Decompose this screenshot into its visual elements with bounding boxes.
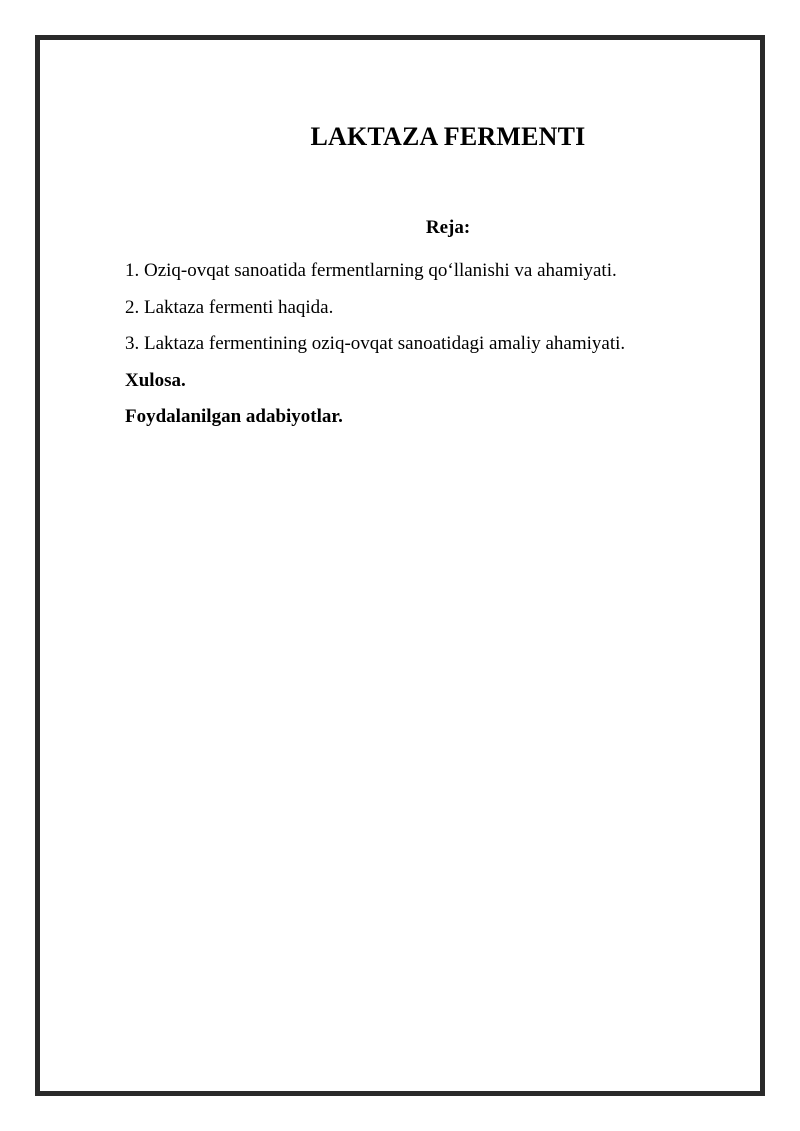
page-frame [35,35,765,1096]
plan-heading: Reja: [425,217,471,238]
plan-item-2: 2. Laktaza fermenti haqida. [125,296,334,318]
plan-item-3: 3. Laktaza fermentining oziq-ovqat sanoatidagi amaliy ahamiyati. [125,333,626,354]
plan-item-1: 1. Oziq-ovqat sanoatida fermentlarning qo‘llanishi va ahamiyati. [125,260,617,281]
plan-list [125,253,625,436]
references-item: Foydalanilgan adabiyotlar. [125,406,343,427]
conclusion-item: Xulosa. [125,369,186,391]
document-title: LAKTAZA FERMENTI [310,122,586,151]
